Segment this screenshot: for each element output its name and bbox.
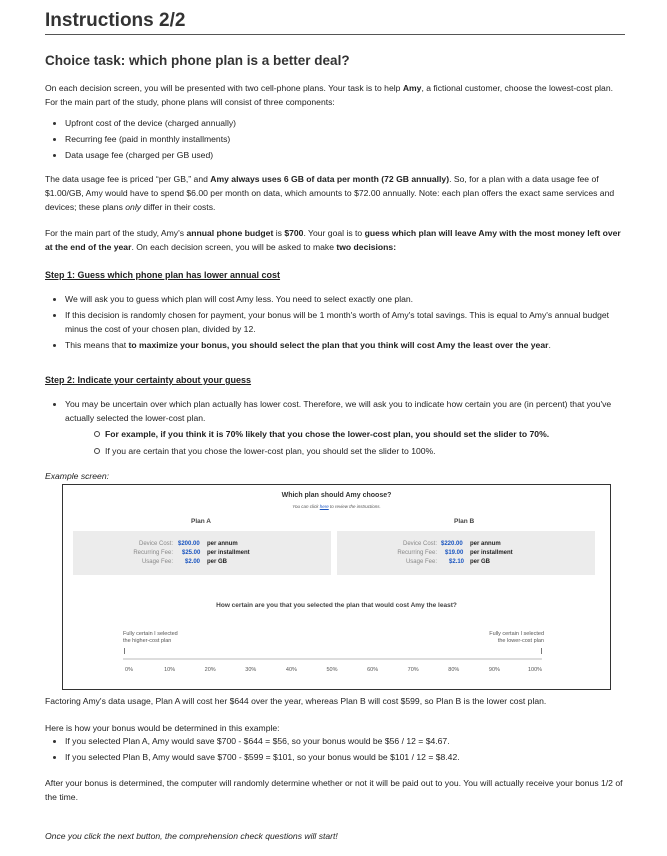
certainty-question: How certain are you that you selected the plan that would cost Amy the least? [216,602,457,609]
step2-heading: Step 2: Indicate your certainty about your guess [45,375,252,385]
plan-a-recurring-unit: per installment [207,550,250,556]
example-screen [62,484,611,690]
slider-tick-label: 40% [285,667,297,673]
title-divider [45,34,625,35]
list-item: Recurring fee (paid in monthly installments) [45,132,625,146]
slider-tick-label: 30% [245,667,257,673]
slider-tick-label: 50% [326,667,338,673]
example-label: Example screen: [45,471,110,481]
list-item: We will ask you to guess which plan will cost Amy less. You need to select exactly one plan. [45,292,625,306]
plan-a-usage-unit: per GB [207,559,228,565]
slider-tick-label: 60% [367,667,379,673]
sub-list-item: For example, if you think it is 70% likely that you chose the lower-cost plan, you should set the slider to 70%. [65,427,625,441]
plan-b-device-label: Device Cost: [402,541,437,547]
slider-left-end-label: Fully certain I selected the higher-cost plan [123,631,178,644]
slider-tick-label: 20% [204,667,216,673]
certainty-slider-track[interactable] [123,658,542,660]
list-item: This means that to maximize your bonus, you should select the plan that you think will cost Amy the least over the year. [45,338,625,352]
sub-list-item: If you are certain that you chose the lower-cost plan, you should set the slider to 100%. [65,444,625,458]
plan-b-device-value: $220.00 [441,541,463,547]
plan-a-card[interactable] [73,531,331,575]
footer-note: Once you click the next button, the comprehension check questions will start! [45,831,338,841]
slider-tick-label: 10% [164,667,176,673]
slider-right-end-mark [541,648,542,654]
bonus-intro-paragraph: Here is how your bonus would be determined in this example: [45,723,280,733]
plan-b-device-unit: per annum [470,541,501,547]
plan-a-usage-label: Usage Fee: [141,559,173,565]
plan-a-recurring-value: $25.00 [182,550,201,556]
list-item: Data usage fee (charged per GB used) [45,148,625,162]
slider-left-end-mark [124,648,125,654]
data-usage-paragraph: The data usage fee is priced “per GB,” and Amy always uses 6 GB of data per month (72 GB annually). So, for a plan with a data usage fee of $1.00/GB, Amy would have to spend $6.00 per month on data, which amounts to $72.00 annually. Note: each plan offers the exact same services and devices; these plans only differ in their costs. [45,174,615,212]
slider-tick-label: 0% [125,667,133,673]
list-item: If this decision is randomly chosen for payment, your bonus will be 1 month's worth of Amy's total savings. This is equal to Amy's annual budget minus the cost of your chosen plan, divided by 12. [45,308,625,336]
plan-b-recurring-unit: per installment [470,550,513,556]
slider-tick-label: 100% [527,667,543,673]
plan-a-device-value: $200.00 [178,541,200,547]
plan-b-usage-label: Usage Fee: [405,559,437,565]
slider-tick-label: 80% [448,667,460,673]
step1-list [45,292,625,354]
intro-paragraph: On each decision screen, you will be presented with two cell-phone plans. Your task is to help Amy, a fictional customer, choose the lowest-cost plan. For the main part of the study, phone plans will consist of three components: [45,83,613,107]
plan-b-recurring-label: Recurring Fee: [397,550,437,556]
list-item: Upfront cost of the device (charged annually) [45,116,625,130]
plan-a-heading: Plan A [191,518,211,525]
bonus-list [45,734,625,766]
plan-b-usage-unit: per GB [470,559,491,565]
plan-b-recurring-value: $19.00 [445,550,464,556]
plan-a-device-label: Device Cost: [138,541,173,547]
step2-list [45,397,625,461]
list-item: If you selected Plan B, Amy would save $700 - $599 = $101, so your bonus would be $101 / 12 = $8.42. [45,750,625,764]
plan-a-usage-value: $2.00 [185,559,201,565]
plan-b-usage-value: $2.10 [449,559,465,565]
example-subtitle: You can click here to review the instructions. [292,504,381,509]
review-instructions-link[interactable]: here [319,504,329,509]
slider-tick-label: 70% [407,667,419,673]
slider-tick-label: 90% [488,667,500,673]
list-item: If you selected Plan A, Amy would save $700 - $644 = $56, so your bonus would be $56 / 12 = $4.67. [45,734,625,748]
payout-paragraph: After your bonus is determined, the computer will randomly determine whether or not it will be paid out to you. You will actually receive your bonus 1/2 of the time. [45,778,623,802]
example-result-paragraph: Factoring Amy's data usage, Plan A will cost her $644 over the year, whereas Plan B will cost $599, so Plan B is the lower cost plan. [45,696,547,706]
plan-a-recurring-label: Recurring Fee: [133,550,173,556]
plan-b-card[interactable] [337,531,595,575]
plan-a-device-unit: per annum [207,541,238,547]
components-list [45,116,625,164]
section-title: Choice task: which phone plan is a better deal? [45,53,350,68]
page-title: Instructions 2/2 [45,10,186,31]
slider-right-end-label: Fully certain I selected the lower-cost plan [489,631,544,644]
step1-heading: Step 1: Guess which phone plan has lower annual cost [45,270,281,280]
list-item: You may be uncertain over which plan actually has lower cost. Therefore, we will ask you to indicate how certain you are (in percent) that you've actually selected the lower-cost plan. For example, if you think it is 70% likely that you chose the lower-cost plan, you should set the slider to 70%. If you are certain that you chose the lower-cost plan, you should set the slider to 100%. [45,397,625,458]
plan-b-heading: Plan B [454,518,475,525]
budget-paragraph: For the main part of the study, Amy's annual phone budget is $700. Your goal is to guess which plan will leave Amy with the most money left over at the end of the year. On each decision screen, you will be asked to make two decisions: [45,228,621,252]
example-title: Which plan should Amy choose? [281,492,392,499]
